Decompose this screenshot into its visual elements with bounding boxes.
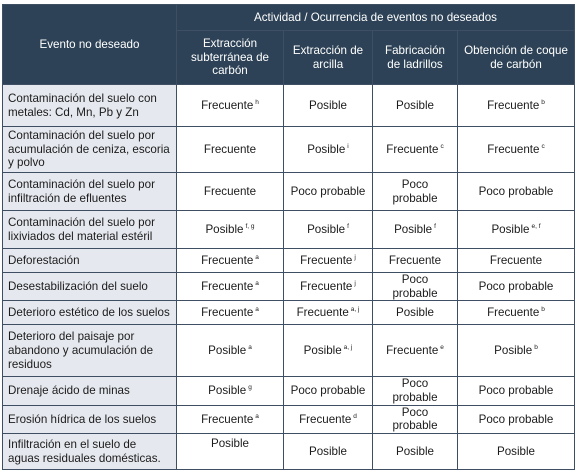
footnote-marker: h — [255, 98, 259, 106]
activity-header-clay: Extracción de arcilla — [284, 31, 373, 85]
footnote-marker: e, f — [531, 222, 541, 230]
occurrence-cell — [458, 127, 575, 173]
occurrence-cell — [177, 434, 284, 470]
occurrence-value: Frecuente — [300, 279, 353, 293]
footnote-marker: b — [541, 306, 545, 313]
occurrence-value: Frecuente — [296, 306, 349, 319]
footnote-marker: e — [440, 344, 444, 351]
activity-header-underground-coal: Extracción subterránea de carbón — [177, 31, 284, 85]
occurrence-value: Posible — [210, 437, 250, 451]
occurrence-value: Posible — [496, 444, 536, 458]
occurrence-value: Poco probable — [478, 184, 554, 198]
footnote-marker: b — [541, 98, 545, 106]
occurrence-value: Poco probable — [392, 377, 438, 405]
occurrence-cell — [177, 273, 284, 301]
occurrence-value: Posible — [208, 384, 247, 398]
occurrence-value: Frecuente — [386, 344, 439, 357]
occurrence-cell — [373, 127, 458, 173]
occurrence-cell — [458, 173, 575, 211]
footnote-marker: c — [541, 142, 545, 150]
table-row — [3, 325, 575, 377]
occurrence-cell — [177, 301, 284, 325]
footnote-marker: f — [347, 222, 349, 230]
occurrence-value: Frecuente — [487, 98, 540, 112]
risk-table — [2, 4, 575, 470]
footnote-marker: c — [440, 142, 444, 150]
table-row — [3, 127, 575, 173]
table-row — [3, 249, 575, 273]
footnote-marker: a — [255, 253, 259, 261]
occurrence-cell — [458, 273, 575, 301]
occurrence-cell — [373, 434, 458, 470]
event-cell: Drenaje ácido de minas — [3, 377, 177, 405]
occurrence-cell — [284, 85, 373, 127]
footnote-marker: b — [534, 344, 538, 351]
event-cell: Contaminación del suelo por acumulación de ceniza, escoria y polvo — [3, 127, 177, 173]
table-row — [3, 405, 575, 433]
occurrence-value: Frecuente — [201, 412, 254, 426]
event-cell: Desestabilización del suelo — [3, 273, 177, 301]
footnote-marker: j — [354, 253, 356, 261]
activity-header-coke: Obtención de coque de carbón — [458, 31, 575, 85]
occurrence-value: Posible — [303, 344, 342, 357]
occurrence-cell — [373, 211, 458, 249]
occurrence-value: Posible — [307, 222, 346, 236]
occurrence-cell — [373, 301, 458, 325]
occurrence-value: Frecuente — [386, 142, 439, 156]
occurrence-cell — [458, 325, 575, 377]
event-column-header: Evento no deseado — [3, 5, 177, 85]
event-cell: Contaminación del suelo por infiltración de efluentes — [3, 173, 177, 211]
event-cell: Deterioro estético de los suelos — [3, 301, 177, 325]
occurrence-value: Frecuente — [201, 306, 254, 319]
occurrence-cell — [373, 249, 458, 273]
occurrence-cell — [284, 434, 373, 470]
occurrence-value: Posible — [308, 98, 348, 112]
header-row-group — [3, 5, 575, 31]
table-row — [3, 85, 575, 127]
table-row — [3, 273, 575, 301]
table-row — [3, 301, 575, 325]
occurrence-value: Frecuente — [489, 253, 543, 267]
event-cell: Contaminación del suelo por lixiviados del material estéril — [3, 211, 177, 249]
table-body — [3, 85, 575, 470]
occurrence-cell — [373, 377, 458, 405]
occurrence-value: Poco probable — [392, 177, 438, 205]
occurrence-cell — [284, 127, 373, 173]
occurrence-value: Posible — [307, 142, 346, 156]
table-row — [3, 377, 575, 405]
occurrence-cell — [177, 377, 284, 405]
occurrence-cell — [373, 85, 458, 127]
occurrence-value: Posible — [395, 306, 435, 319]
event-cell: Infiltración en el suelo de aguas residuales domésticas. — [3, 434, 177, 470]
occurrence-value: Frecuente — [201, 98, 254, 112]
footnote-marker: a, j — [350, 306, 360, 313]
footnote-marker: g — [248, 384, 252, 392]
occurrence-value: Posible — [395, 98, 435, 112]
occurrence-cell — [284, 273, 373, 301]
occurrence-value: Posible — [394, 222, 433, 236]
activity-group-header: Actividad / Ocurrencia de eventos no deseados — [177, 5, 575, 31]
occurrence-value: Frecuente — [203, 184, 257, 198]
occurrence-cell — [373, 273, 458, 301]
event-cell: Deterioro del paisaje por abandono y acumulación de residuos — [3, 325, 177, 377]
occurrence-value: Posible — [208, 344, 247, 357]
footnote-marker: a — [248, 344, 252, 351]
occurrence-cell — [458, 301, 575, 325]
footnote-marker: f — [434, 222, 436, 230]
occurrence-cell — [458, 211, 575, 249]
occurrence-cell — [284, 211, 373, 249]
occurrence-cell — [284, 249, 373, 273]
footnote-marker: i — [347, 142, 349, 150]
occurrence-cell — [458, 405, 575, 433]
occurrence-cell — [284, 405, 373, 433]
table-row — [3, 211, 575, 249]
occurrence-value: Poco probable — [392, 273, 438, 300]
footnote-marker: a — [255, 279, 259, 287]
event-cell: Deforestación — [3, 249, 177, 273]
occurrence-value: Poco probable — [290, 384, 366, 398]
occurrence-cell — [177, 173, 284, 211]
occurrence-cell — [373, 325, 458, 377]
occurrence-value: Posible — [308, 444, 348, 458]
footnote-marker: a, j — [343, 344, 353, 351]
occurrence-cell — [177, 325, 284, 377]
occurrence-value: Frecuente — [201, 253, 254, 267]
occurrence-value: Frecuente — [299, 412, 352, 426]
footnote-marker: d — [353, 412, 357, 420]
occurrence-value: Poco probable — [392, 405, 438, 433]
footnote-marker: a — [255, 306, 259, 313]
occurrence-value: Frecuente — [388, 253, 442, 267]
occurrence-cell — [284, 377, 373, 405]
occurrence-cell — [458, 249, 575, 273]
occurrence-cell — [284, 301, 373, 325]
occurrence-cell — [177, 211, 284, 249]
occurrence-cell — [177, 405, 284, 433]
activity-header-bricks: Fabricación de ladrillos — [373, 31, 458, 85]
occurrence-value: Posible — [395, 444, 435, 458]
footnote-marker: f, g — [245, 222, 255, 230]
occurrence-cell — [177, 249, 284, 273]
occurrence-cell — [373, 405, 458, 433]
occurrence-cell — [458, 377, 575, 405]
occurrence-value: Posible — [205, 222, 244, 236]
occurrence-value: Frecuente — [487, 306, 540, 319]
occurrence-cell — [284, 173, 373, 211]
occurrence-cell — [284, 325, 373, 377]
occurrence-value: Poco probable — [290, 184, 366, 198]
occurrence-value: Frecuente — [487, 142, 540, 156]
occurrence-value: Poco probable — [478, 279, 554, 293]
occurrence-value: Poco probable — [478, 384, 554, 398]
footnote-marker: a — [255, 412, 259, 420]
table-row — [3, 434, 575, 470]
occurrence-value: Posible — [491, 222, 530, 236]
event-cell: Erosión hídrica de los suelos — [3, 405, 177, 433]
occurrence-cell — [177, 85, 284, 127]
occurrence-cell — [373, 173, 458, 211]
occurrence-value: Frecuente — [203, 142, 257, 156]
occurrence-value: Frecuente — [201, 279, 254, 293]
occurrence-cell — [458, 434, 575, 470]
occurrence-value: Frecuente — [300, 253, 353, 267]
event-cell: Contaminación del suelo con metales: Cd, Mn, Pb y Zn — [3, 85, 177, 127]
occurrence-value: Poco probable — [478, 412, 554, 426]
table-row — [3, 173, 575, 211]
occurrence-cell — [177, 127, 284, 173]
occurrence-value: Posible — [494, 344, 533, 357]
occurrence-cell — [458, 85, 575, 127]
footnote-marker: j — [354, 279, 356, 287]
